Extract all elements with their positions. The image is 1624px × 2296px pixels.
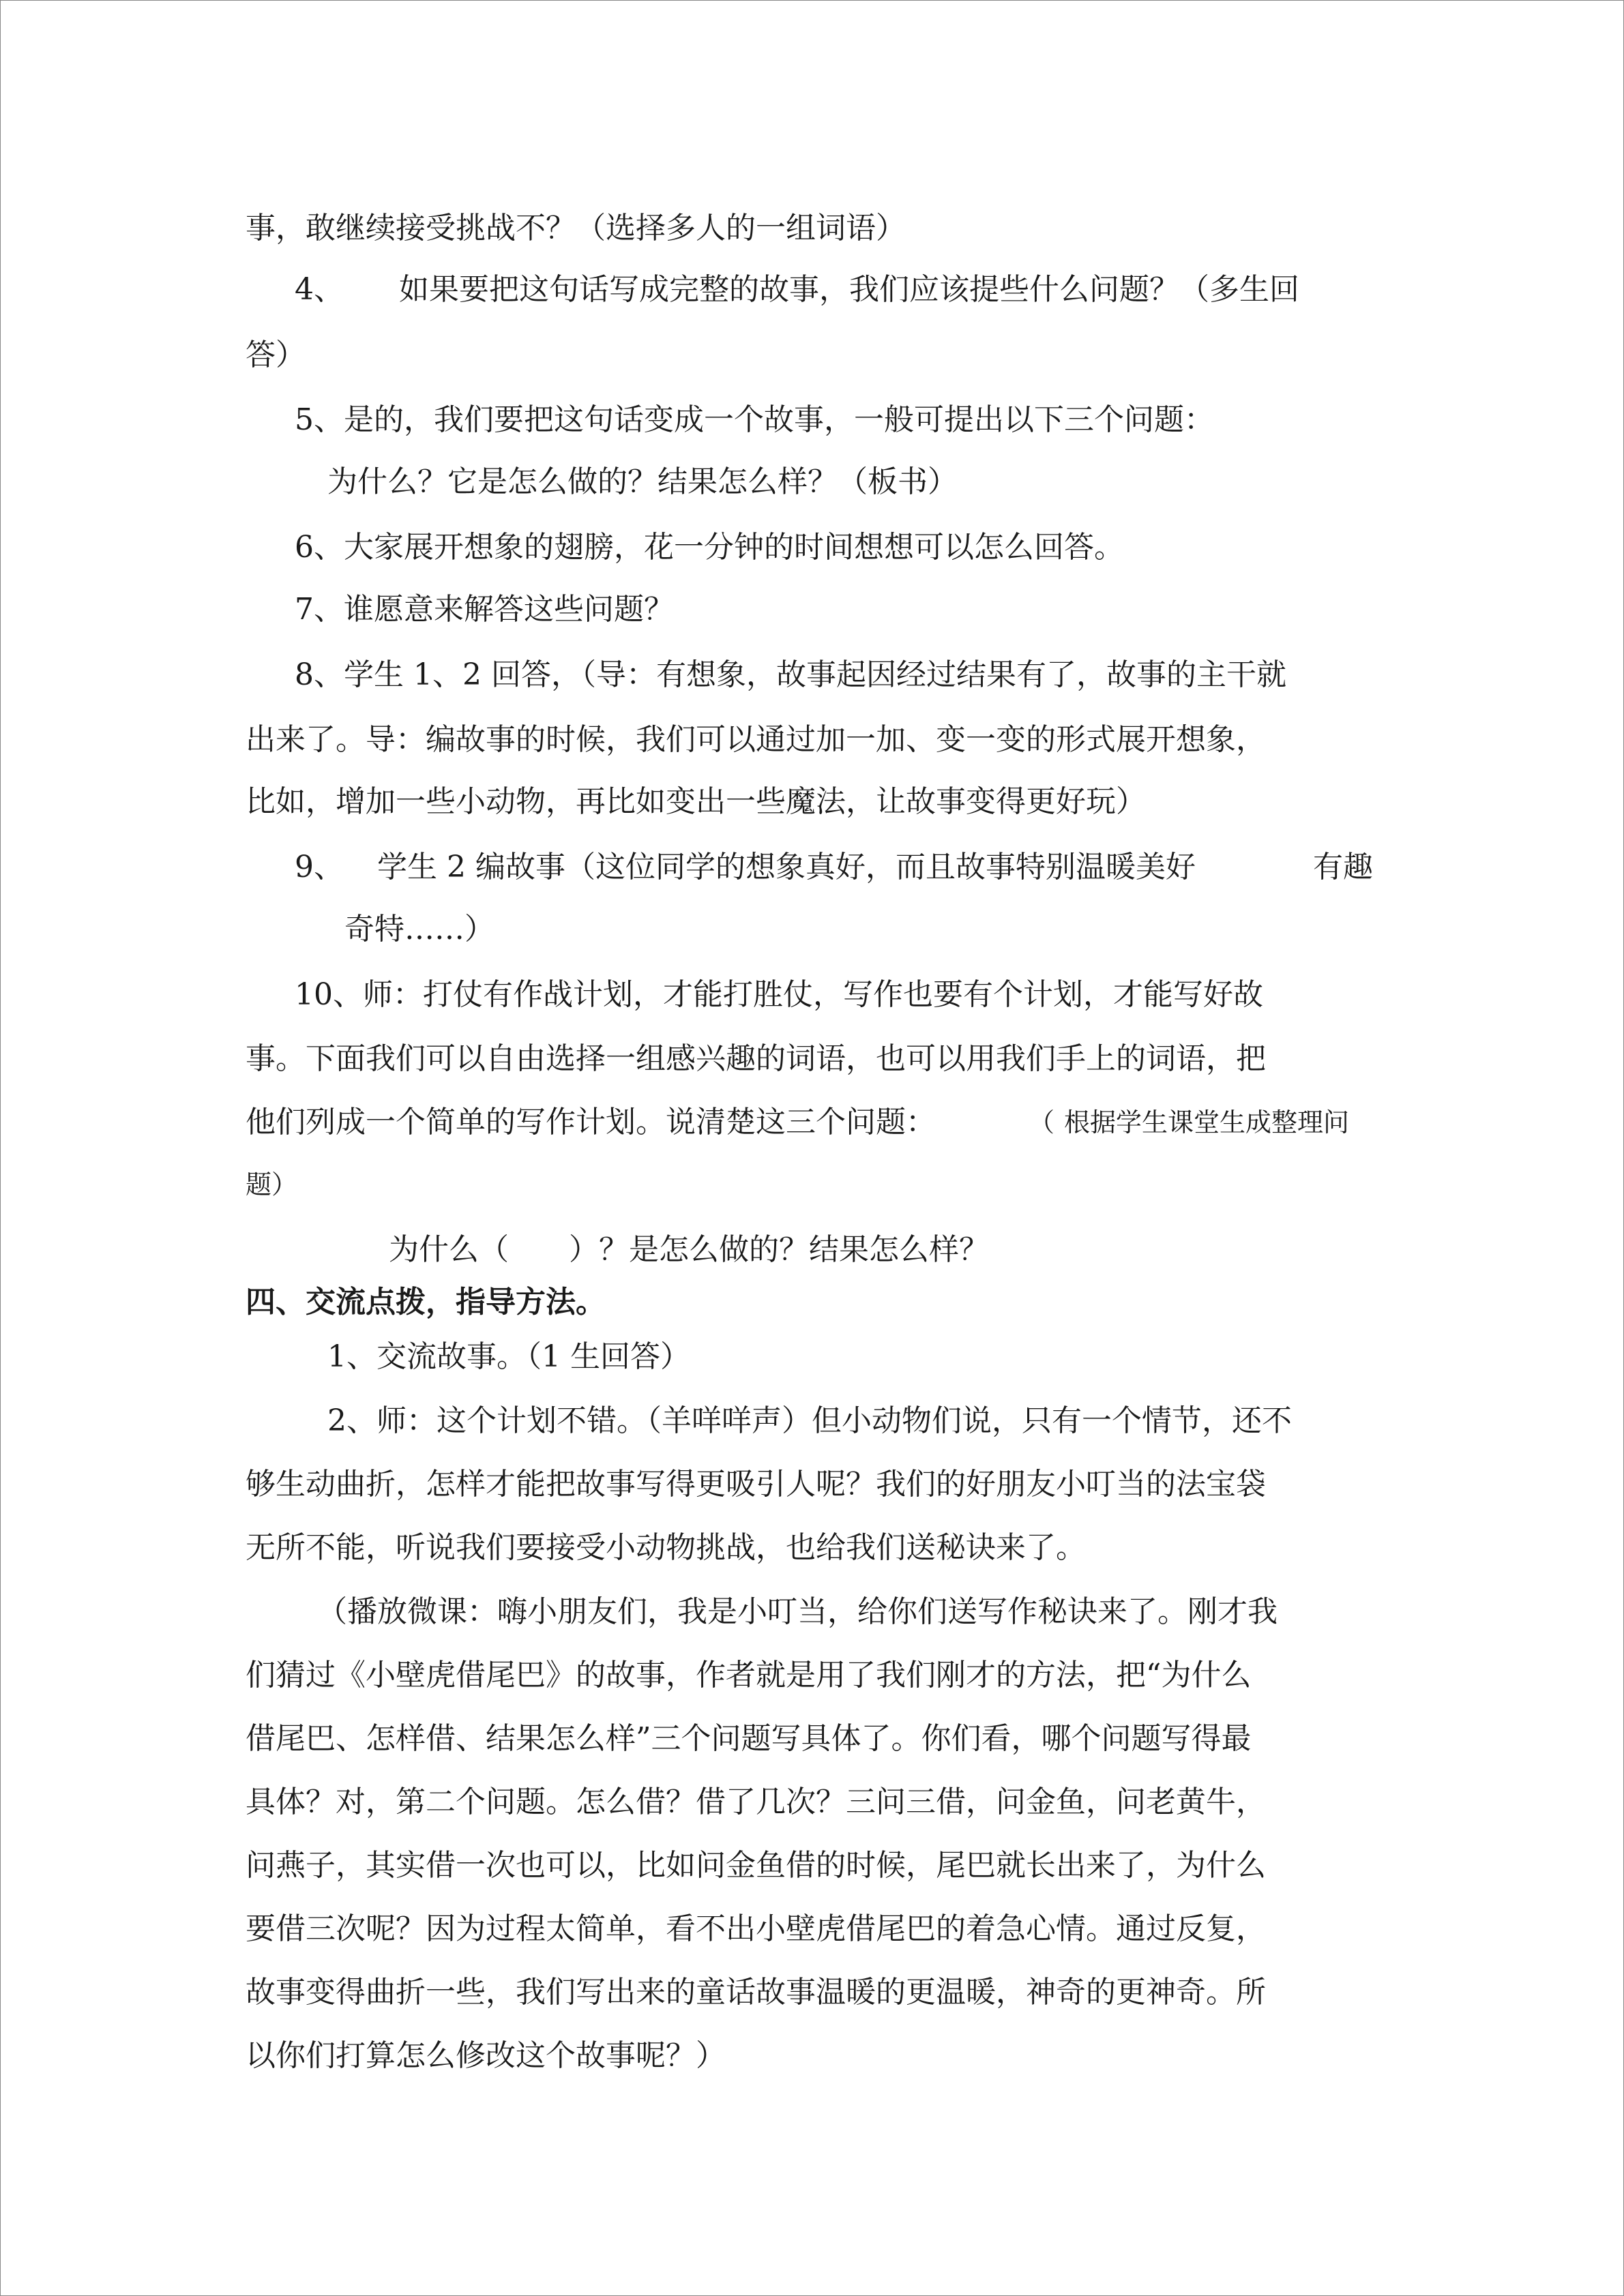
text-line: 够生动曲折，怎样才能把故事写得更吸引人呢？我们的好朋友小叮当的法宝袋 — [246, 1467, 1266, 1502]
text-line: 奇特……） — [344, 912, 494, 946]
text-line: 具体？对，第二个问题。怎么借？借了几次？三问三借，问金鱼，问老黄牛， — [246, 1785, 1266, 1819]
text-line: 题） — [246, 1169, 298, 1199]
text-line: 出来了。导：编故事的时候，我们可以通过加一加、变一变的形式展开想象， — [246, 722, 1266, 757]
text-line: 为什么？它是怎么做的？结果怎么样？（板书） — [327, 464, 958, 499]
text-line: 根据学生课堂生成整理问 — [1064, 1107, 1350, 1137]
text-line: 要借三次呢？因为过程太简单，看不出小壁虎借尾巴的着急心情。通过反复， — [246, 1911, 1266, 1946]
text-line: 借尾巴、怎样借、结果怎么样”三个问题写具体了。你们看，哪个问题写得最 — [246, 1721, 1252, 1756]
text-line: 事。下面我们可以自由选择一组感兴趣的词语，也可以用我们手上的词语，把 — [246, 1041, 1266, 1076]
section-heading: 四、交流点拨，指导方法。 — [246, 1285, 606, 1320]
text-line: 比如，增加一些小动物，再比如变出一些魔法，让故事变得更好玩） — [246, 784, 1146, 819]
text-line: 们猜过《小壁虎借尾巴》的故事，作者就是用了我们刚才的方法，把“为什么 — [246, 1658, 1252, 1693]
text-line: 8、学生 1、2 回答，（导：有想象，故事起因经过结果有了，故事的主干就 — [295, 657, 1286, 692]
text-line: 事，敢继续接受挑战不？（选择多人的一组词语） — [246, 211, 906, 245]
text-line: 以你们打算怎么修改这个故事呢？） — [246, 2038, 726, 2073]
text-line: （播放微课：嗨小朋友们，我是小叮当，给你们送写作秘诀来了。刚才我 — [317, 1594, 1278, 1629]
text-line: 有趣 — [1313, 850, 1373, 884]
text-line: （ — [1029, 1107, 1055, 1137]
text-line: 学生 2 编故事（这位同学的想象真好，而且故事特别温暖美好 — [377, 850, 1196, 884]
text-line: 无所不能，听说我们要接受小动物挑战，也给我们送秘诀来了。 — [246, 1530, 1086, 1565]
text-line: 7、谁愿意来解答这些问题？ — [295, 592, 674, 627]
text-line: 问燕子，其实借一次也可以，比如问金鱼借的时候，尾巴就长出来了，为什么 — [246, 1848, 1266, 1883]
text-line: 答） — [246, 338, 306, 372]
text-line: 10、师：打仗有作战计划，才能打胜仗，写作也要有个计划，才能写好故 — [295, 977, 1263, 1012]
writing-plan-template: 为什么（ ）？是怎么做的？结果怎么样？ — [389, 1232, 989, 1267]
text-line: 6、大家展开想象的翅膀，花一分钟的时间想想可以怎么回答。 — [295, 530, 1124, 565]
list-number: 4、 — [295, 272, 344, 307]
text-line: 他们列成一个简单的写作计划。说清楚这三个问题： — [246, 1105, 936, 1139]
text-line: 故事变得曲折一些，我们写出来的童话故事温暖的更温暖，神奇的更神奇。所 — [246, 1975, 1266, 2010]
text-line: 5、是的，我们要把这句话变成一个故事，一般可提出以下三个问题： — [295, 402, 1214, 437]
list-number: 9、 — [295, 850, 344, 884]
text-line: 2、师：这个计划不错。（羊咩咩声）但小动物们说，只有一个情节，还不 — [327, 1403, 1292, 1438]
text-line: 1、交流故事。（1 生回答） — [327, 1339, 690, 1374]
text-line: 如果要把这句话写成完整的故事，我们应该提些什么问题？（多生回 — [399, 272, 1299, 307]
